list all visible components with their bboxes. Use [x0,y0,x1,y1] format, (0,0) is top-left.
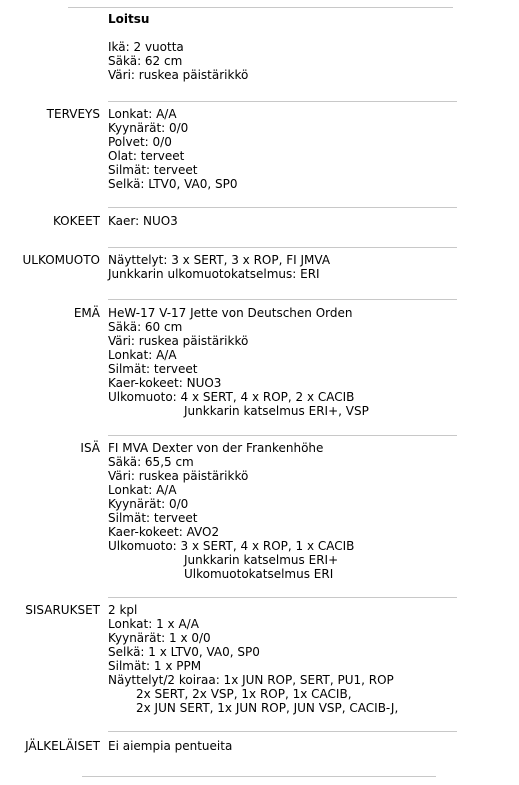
siblings-line-indented: 2x JUN SERT, 1x JUN ROP, JUN VSP, CACIB-J, [136,701,399,715]
health-line: Silmät: terveet [108,163,198,177]
dam-line: Säkä: 60 cm [108,320,183,334]
divider [108,207,457,208]
section-label-siblings: SISARUKSET [25,603,100,617]
dam-line: Ulkomuoto: 4 x SERT, 4 x ROP, 2 x CACIB [108,390,355,404]
section-dam [108,306,369,418]
dog-name: Loitsu [108,12,150,26]
health-line: Lonkat: A/A [108,107,177,121]
section-tests [108,214,178,228]
sire-line: Lonkat: A/A [108,483,177,497]
divider [108,597,457,598]
siblings-line-indented: 2x SERT, 2x VSP, 1x ROP, 1x CACIB, [136,687,352,701]
divider [108,435,457,436]
section-label-sire: ISÄ [80,441,100,455]
dam-name: HeW-17 V-17 Jette von Deutschen Orden [108,306,353,320]
siblings-line: Lonkat: 1 x A/A [108,617,199,631]
siblings-line: Selkä: 1 x LTV0, VA0, SP0 [108,645,260,659]
sire-line: Kaer-kokeet: AVO2 [108,525,220,539]
divider [108,247,457,248]
siblings-line: Näyttelyt/2 koiraa: 1x JUN ROP, SERT, PU1, ROP [108,673,394,687]
section-label-offspring: JÄLKELÄISET [25,739,100,753]
conformation-line: Näyttelyt: 3 x SERT, 3 x ROP, FI JMVA [108,253,331,267]
divider [108,299,457,300]
section-label-conformation: ULKOMUOTO [22,253,100,267]
siblings-line: 2 kpl [108,603,138,617]
section-conformation [108,253,330,281]
divider [82,776,436,777]
conformation-line: Junkkarin ulkomuotokatselmus: ERI [108,267,320,281]
sire-line: Kyynärät: 0/0 [108,497,189,511]
section-label-tests: KOKEET [52,214,100,228]
section-label-dam: EMÄ [73,306,100,320]
dam-line: Väri: ruskea päistärikkö [108,334,249,348]
dam-line-indented: Junkkarin katselmus ERI+, VSP [184,404,369,418]
dog-color: Väri: ruskea päistärikkö [108,68,249,82]
dam-line: Silmät: terveet [108,362,198,376]
section-siblings [108,603,398,715]
dog-age: Ikä: 2 vuotta [108,40,184,54]
sire-line-indented: Junkkarin katselmus ERI+ [184,553,339,567]
offspring-line: Ei aiempia pentueita [108,739,233,753]
sire-line-indented: Ulkomuotokatselmus ERI [184,567,334,581]
siblings-line: Silmät: 1 x PPM [108,659,202,673]
dog-info [108,12,248,82]
dam-line: Lonkat: A/A [108,348,177,362]
health-line: Olat: terveet [108,149,185,163]
health-line: Polvet: 0/0 [108,135,172,149]
tests-line: Kaer: NUO3 [108,214,178,228]
sire-line: Väri: ruskea päistärikkö [108,469,249,483]
health-line: Selkä: LTV0, VA0, SP0 [108,177,238,191]
sire-line: Ulkomuoto: 3 x SERT, 4 x ROP, 1 x CACIB [108,539,355,553]
section-health [108,107,238,191]
dam-line: Kaer-kokeet: NUO3 [108,376,222,390]
section-sire [108,441,354,581]
sire-line: Silmät: terveet [108,511,198,525]
divider [108,101,457,102]
section-label-health: TERVEYS [46,107,100,121]
sire-line: Säkä: 65,5 cm [108,455,194,469]
siblings-line: Kyynärät: 1 x 0/0 [108,631,211,645]
dog-height: Säkä: 62 cm [108,54,183,68]
divider [68,7,453,8]
section-offspring [108,739,232,753]
health-line: Kyynärät: 0/0 [108,121,189,135]
divider [108,731,457,732]
sire-name: FI MVA Dexter von der Frankenhöhe [108,441,324,455]
